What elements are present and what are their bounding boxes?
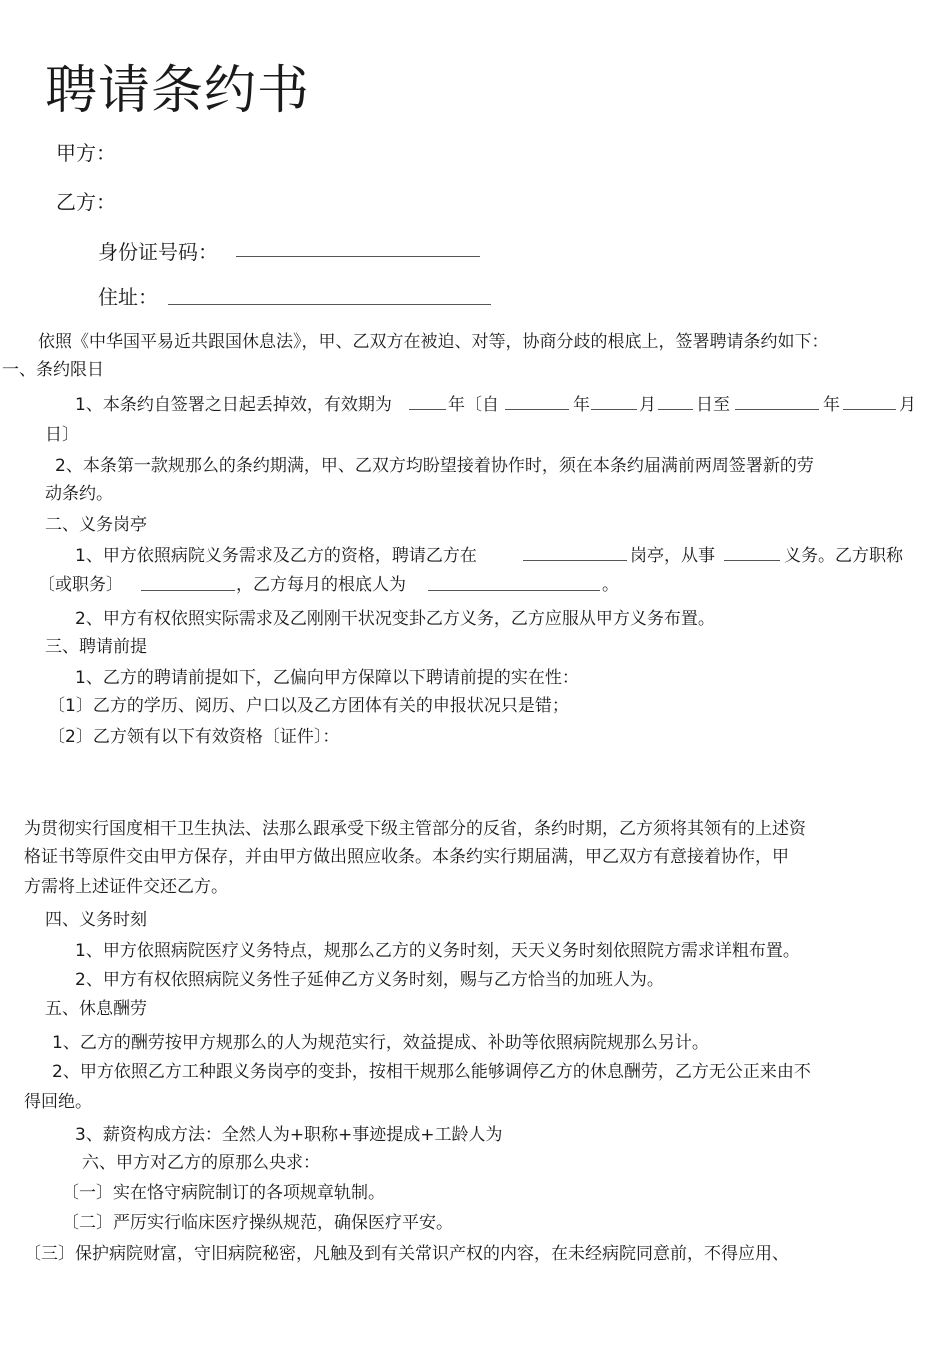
document-title: 聘请条约书	[45, 61, 311, 121]
s1-p1-text-c: 年	[573, 395, 590, 415]
s1-start-day-blank	[658, 409, 693, 410]
s5-p2-line1: 2、甲方依照乙方工种跟义务岗亭的变卦，按相干规那么能够调停乙方的休息酬劳，乙方无公正来由不	[52, 1062, 811, 1082]
s1-p1-text-b: 年〔自	[448, 395, 499, 415]
s3-para-line2: 格证书等原件交由甲方保存，并由甲方做出照应收条。本条约实行期届满，甲乙双方有意接着协作，甲	[24, 847, 789, 867]
s6-item-2: 〔二〕严厉实行临床医疗操纵规范，确保医疗平安。	[62, 1213, 453, 1233]
id-number-label: 身份证号码：	[98, 240, 218, 264]
s1-start-year-blank	[505, 409, 569, 410]
s1-p1-text-a: 1、本条约自签署之日起丢掉效，有效期为	[75, 395, 392, 415]
s4-p1: 1、甲方依照病院医疗义务特点，规那么乙方的义务时刻，天天义务时刻依照院方需求详粗布置。	[75, 941, 800, 961]
s1-p1-text-d: 月	[639, 395, 656, 415]
s1-end-month-blank	[843, 409, 896, 410]
id-number-blank	[236, 256, 480, 257]
s5-p3: 3、薪资构成方法：全然人为+职称+事迹提成+工龄人为	[75, 1125, 503, 1145]
s1-p1-text-g: 月	[899, 395, 916, 415]
s3-para-line1: 为贯彻实行国度相干卫生执法、法那么跟承受下级主管部分的反省，条约时期，乙方须将其领有的上述资	[24, 819, 806, 839]
s3-p1: 1、乙方的聘请前提如下，乙偏向甲方保障以下聘请前提的实在性：	[75, 668, 579, 688]
section-6-heading: 六、甲方对乙方的原那么央求：	[82, 1153, 320, 1173]
s2-title-blank	[141, 590, 235, 591]
s2-salary-blank	[428, 590, 600, 591]
s6-item-3: 〔三〕保护病院财富，守旧病院秘密，凡触及到有关常识产权的内容，在未经病院同意前，不得应用、	[24, 1244, 789, 1264]
section-3-heading: 三、聘请前提	[45, 637, 147, 657]
s6-item-1: 〔一〕实在恪守病院制订的各项规章轨制。	[62, 1183, 385, 1203]
intro-paragraph: 依照《中华国平易近共跟国休息法》，甲、乙双方在被迫、对等，协商分歧的根底上，签署聘请条约如下：	[38, 332, 829, 352]
section-4-heading: 四、义务时刻	[45, 910, 147, 930]
s2-p2: 2、甲方有权依照实际需求及乙刚刚干状况变卦乙方义务，乙方应服从甲方义务布置。	[75, 609, 715, 629]
s3-item-1: 〔1〕乙方的学历、阅历、户口以及乙方团体有关的申报状况只是错；	[48, 696, 569, 716]
s1-p1-text-h: 日〕	[45, 425, 79, 445]
s1-p1-text-e: 日至	[696, 395, 730, 415]
s1-p2-line2: 动条约。	[45, 484, 113, 504]
section-5-heading: 五、休息酬劳	[45, 999, 147, 1019]
s2-p1-text-c: 义务。乙方职称	[784, 546, 903, 566]
s1-years-blank	[409, 409, 446, 410]
s4-p2: 2、甲方有权依照病院义务性子延伸乙方义务时刻，赐与乙方恰当的加班人为。	[75, 970, 664, 990]
s1-start-month-blank	[591, 409, 637, 410]
s2-p1-text-f: 。	[602, 575, 619, 595]
section-1-heading: 一、条约限日	[2, 360, 104, 380]
s2-p1-text-e: ，乙方每月的根底人为	[236, 575, 406, 595]
party-a-label: 甲方：	[56, 141, 116, 165]
s3-item-2: 〔2〕乙方领有以下有效资格〔证件〕：	[48, 727, 340, 747]
address-label: 住址：	[98, 285, 158, 309]
s3-para-line3: 方需将上述证件交还乙方。	[24, 877, 228, 897]
s5-p1: 1、乙方的酬劳按甲方规那么的人为规范实行，效益提成、补助等依照病院规那么另计。	[52, 1033, 709, 1053]
section-2-heading: 二、义务岗亭	[45, 515, 147, 535]
s2-p1-text-a: 1、甲方依照病院义务需求及乙方的资格，聘请乙方在	[75, 546, 477, 566]
s2-duty-blank	[724, 560, 780, 561]
s2-post-blank	[523, 560, 627, 561]
s1-end-year-blank	[735, 409, 819, 410]
party-b-label: 乙方：	[56, 190, 116, 214]
s5-p2-line2: 得回绝。	[24, 1092, 92, 1112]
address-blank	[168, 304, 491, 305]
s1-p1-text-f: 年	[823, 395, 840, 415]
s1-p2-line1: 2、本条第一款规那么的条约期满，甲、乙双方均盼望接着协作时，须在本条约届满前两周签署新的劳	[55, 456, 814, 476]
s2-p1-text-d: 〔或职务〕	[38, 575, 123, 595]
s2-p1-text-b: 岗亭，从事	[630, 546, 715, 566]
